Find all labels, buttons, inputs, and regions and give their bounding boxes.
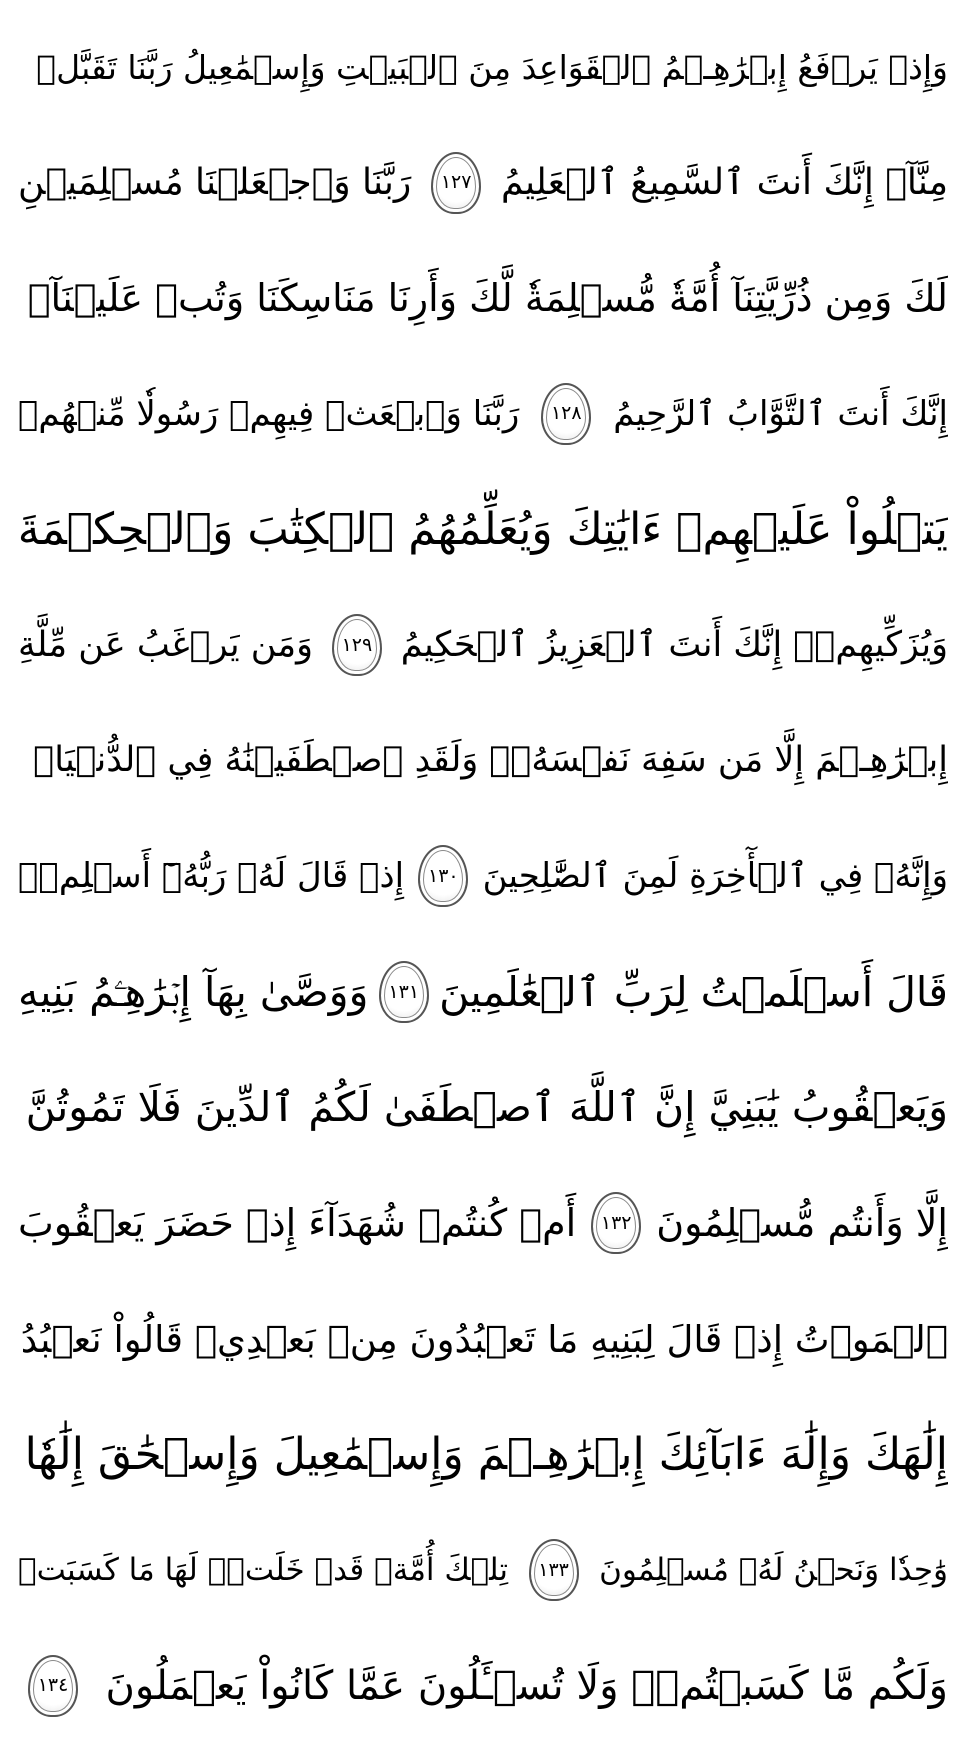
verse-text: وَوَصَّىٰ بِهَآ إِبۡرَٰهِـۧمُ بَنِيهِ bbox=[18, 967, 369, 1016]
text-line bbox=[18, 130, 948, 236]
ayah-number-marker: ١٣٢ bbox=[591, 1192, 641, 1254]
ayah-number-marker: ١٢٨ bbox=[541, 383, 591, 445]
verse-text: إِبۡرَٰهِـۧمَ إِلَّا مَن سَفِهَ نَفۡسَهُۥۚ وَلَقَدِ ٱصۡطَفَيۡنَٰهُ فِي ٱلدُّنۡيَاۖ bbox=[33, 740, 948, 781]
text-line bbox=[18, 1517, 948, 1623]
verse-text: وَمَن يَرۡغَبُ عَن مِّلَّةِ bbox=[18, 624, 314, 665]
verse-text: إِذۡ قَالَ لَهُۥ رَبُّهُۥٓ أَسۡلِمۡۖ bbox=[18, 856, 405, 897]
text-line bbox=[18, 1286, 948, 1392]
verse-text: إِلَٰهَكَ وَإِلَٰهَ ءَابَآئِكَ إِبۡرَٰهِـۧمَ وَإِسۡمَٰعِيلَ وَإِسۡحَٰقَ إِلَٰهٗا bbox=[24, 1428, 948, 1480]
verse-text: وَلَكُم مَّا كَسَبۡتُمۡۖ وَلَا تُسۡـَٔلُونَ عَمَّا كَانُواْ يَعۡمَلُونَ bbox=[105, 1662, 948, 1709]
verse-text: تِلۡكَ أُمَّةٞ قَدۡ خَلَتۡۖ لَهَا مَا كَسَبَتۡ bbox=[18, 1551, 509, 1588]
text-line bbox=[18, 1055, 948, 1161]
verse-text: وَإِذۡ يَرۡفَعُ إِبۡرَٰهِـۧمُ ٱلۡقَوَاعِدَ مِنَ ٱلۡبَيۡتِ وَإِسۡمَٰعِيلُ رَبَّنَا تَقَبَّلۡ bbox=[36, 47, 948, 87]
text-line bbox=[18, 708, 948, 814]
verse-text: وَيَعۡقُوبُ يَٰبَنِيَّ إِنَّ ٱللَّهَ ٱصۡطَفَىٰ لَكُمُ ٱلدِّينَ فَلَا تَمُوتُنَّ bbox=[25, 1083, 948, 1132]
verse-text: وَيُزَكِّيهِمۡۖ إِنَّكَ أَنتَ ٱلۡعَزِيزُ ٱلۡحَكِيمُ bbox=[400, 624, 948, 665]
verse-text: أَمۡ كُنتُمۡ شُهَدَآءَ إِذۡ حَضَرَ يَعۡقُوبَ bbox=[18, 1201, 577, 1246]
verse-text: وَإِنَّهُۥ فِي ٱلۡأٓخِرَةِ لَمِنَ ٱلصَّٰلِحِينَ bbox=[482, 856, 948, 897]
text-line bbox=[18, 361, 948, 467]
verse-text: يَتۡلُواْ عَلَيۡهِمۡ ءَايَٰتِكَ وَيُعَلِّمُهُمُ ٱلۡكِتَٰبَ وَٱلۡحِكۡمَةَ bbox=[18, 503, 948, 555]
text-line bbox=[18, 1170, 948, 1276]
verse-text: إِنَّكَ أَنتَ ٱلتَّوَّابُ ٱلرَّحِيمُ bbox=[613, 393, 948, 434]
text-line bbox=[18, 14, 948, 120]
text-line bbox=[18, 823, 948, 929]
ayah-number-marker: ١٢٩ bbox=[332, 614, 382, 676]
ayah-number-marker: ١٣٤ bbox=[28, 1655, 78, 1717]
ayah-number-marker: ١٣٠ bbox=[418, 845, 468, 907]
text-line bbox=[18, 477, 948, 583]
text-line bbox=[18, 245, 948, 351]
ayah-number-marker: ١٣٣ bbox=[529, 1539, 579, 1601]
mushaf-page bbox=[18, 14, 948, 1739]
text-line bbox=[18, 1402, 948, 1508]
verse-text: لَكَ وَمِن ذُرِّيَّتِنَآ أُمَّةٗ مُّسۡلِمَةٗ لَّكَ وَأَرِنَا مَنَاسِكَنَا وَتُبۡ عَلَيۡنَآۖ bbox=[27, 276, 948, 321]
verse-text: رَبَّنَا وَٱجۡعَلۡنَا مُسۡلِمَيۡنِ bbox=[18, 161, 412, 203]
text-line bbox=[18, 592, 948, 698]
verse-text: رَبَّنَا وَٱبۡعَثۡ فِيهِمۡ رَسُولٗا مِّنۡهُمۡ bbox=[18, 393, 520, 434]
verse-text: قَالَ أَسۡلَمۡتُ لِرَبِّ ٱلۡعَٰلَمِينَ bbox=[439, 967, 948, 1016]
verse-text: وَٰحِدٗا وَنَحۡنُ لَهُۥ مُسۡلِمُونَ bbox=[599, 1551, 948, 1588]
verse-text: مِنَّآۖ إِنَّكَ أَنتَ ٱلسَّمِيعُ ٱلۡعَلِيمُ bbox=[500, 161, 948, 203]
ayah-number-marker: ١٣١ bbox=[379, 961, 429, 1023]
text-line bbox=[18, 1633, 948, 1739]
verse-text: ٱلۡمَوۡتُ إِذۡ قَالَ لِبَنِيهِ مَا تَعۡبُدُونَ مِنۢ بَعۡدِيۖ قَالُواْ نَعۡبُدُ bbox=[20, 1317, 948, 1361]
verse-text: إِلَّا وَأَنتُم مُّسۡلِمُونَ bbox=[656, 1201, 948, 1246]
text-line bbox=[18, 939, 948, 1045]
ayah-number-marker: ١٢٧ bbox=[431, 152, 481, 214]
